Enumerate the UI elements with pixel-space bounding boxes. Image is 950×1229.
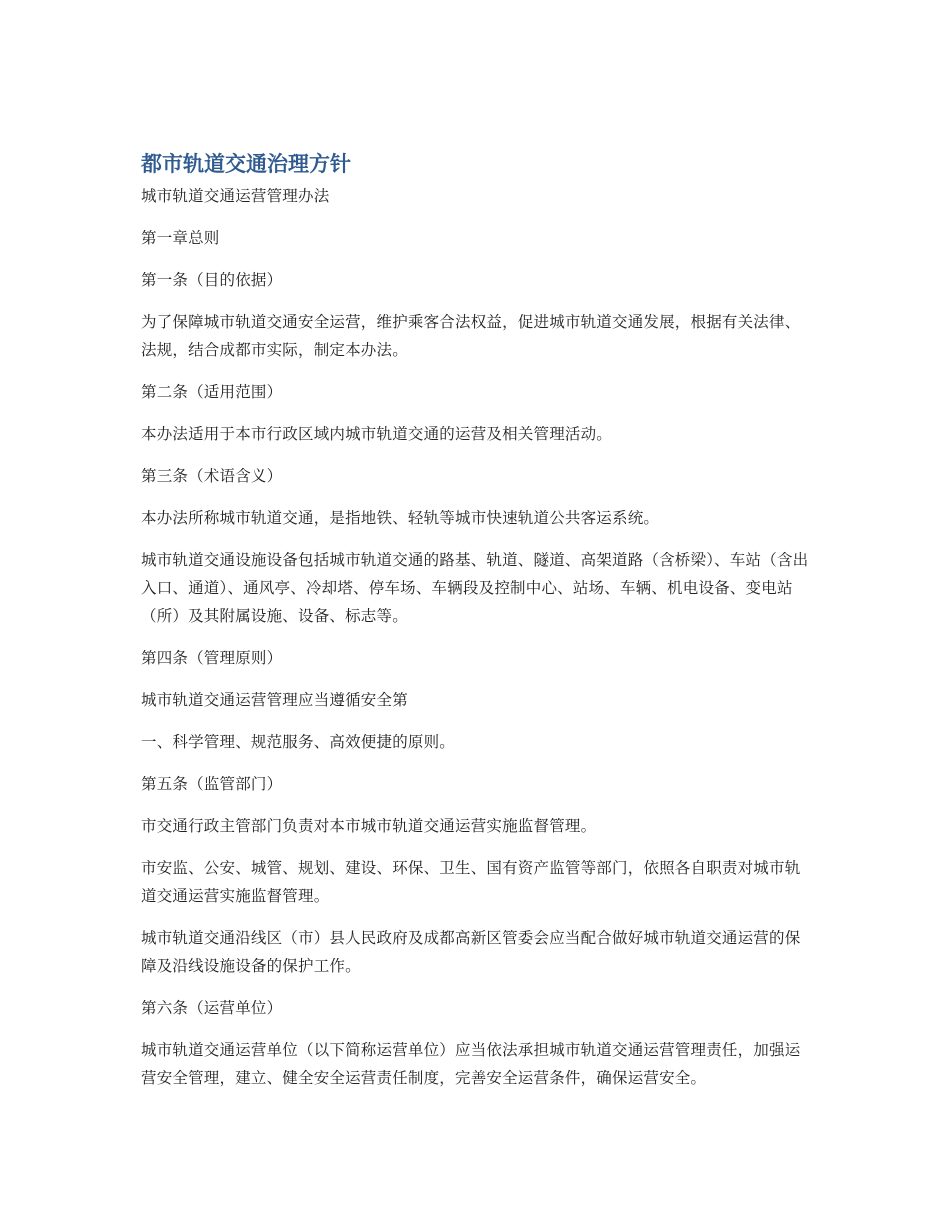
- article-body-5b: 市安监、公安、城管、规划、建设、环保、卫生、国有资产监管等部门，依照各自职责对城市轨道交通运营实施监督管理。: [141, 859, 801, 905]
- document-title: 都市轨道交通治理方针: [141, 152, 351, 176]
- article-body-4b: 一、科学管理、规范服务、高效便捷的原则。: [141, 733, 456, 751]
- article-heading-1: 第一条（目的依据）: [141, 271, 283, 289]
- article-heading-5: 第五条（监管部门）: [141, 775, 283, 793]
- article-heading-2: 第二条（适用范围）: [141, 383, 283, 401]
- document-page: [141, 150, 811, 1106]
- article-body-4a: 城市轨道交通运营管理应当遵循安全第: [141, 691, 408, 709]
- article-body-1: 为了保障城市轨道交通安全运营，维护乘客合法权益，促进城市轨道交通发展，根据有关法律、法规，结合成都市实际，制定本办法。: [141, 313, 801, 359]
- doc-subtitle: 城市轨道交通运营管理办法: [141, 187, 330, 205]
- article-heading-3: 第三条（术语含义）: [141, 467, 283, 485]
- article-body-2: 本办法适用于本市行政区域内城市轨道交通的运营及相关管理活动。: [141, 425, 613, 443]
- article-body-6: 城市轨道交通运营单位（以下简称运营单位）应当依法承担城市轨道交通运营管理责任，加强运营安全管理，建立、健全安全运营责任制度，完善安全运营条件，确保运营安全。: [141, 1041, 801, 1087]
- article-body-5a: 市交通行政主管部门负责对本市城市轨道交通运营实施监督管理。: [141, 817, 597, 835]
- article-heading-6: 第六条（运营单位）: [141, 999, 283, 1017]
- article-heading-4: 第四条（管理原则）: [141, 649, 283, 667]
- article-body-5c: 城市轨道交通沿线区（市）县人民政府及成都高新区管委会应当配合做好城市轨道交通运营的保障及沿线设施设备的保护工作。: [141, 929, 801, 975]
- article-body-3a: 本办法所称城市轨道交通，是指地铁、轻轨等城市快速轨道公共客运系统。: [141, 509, 660, 527]
- article-body-3b: 城市轨道交通设施设备包括城市轨道交通的路基、轨道、隧道、高架道路（含桥梁）、车站（含出入口、通道）、通风亭、冷却塔、停车场、车辆段及控制中心、站场、车辆、机电设备、变电站（所）及其附属设施、设备、标志等。: [141, 551, 809, 625]
- chapter-heading: 第一章总则: [141, 229, 220, 247]
